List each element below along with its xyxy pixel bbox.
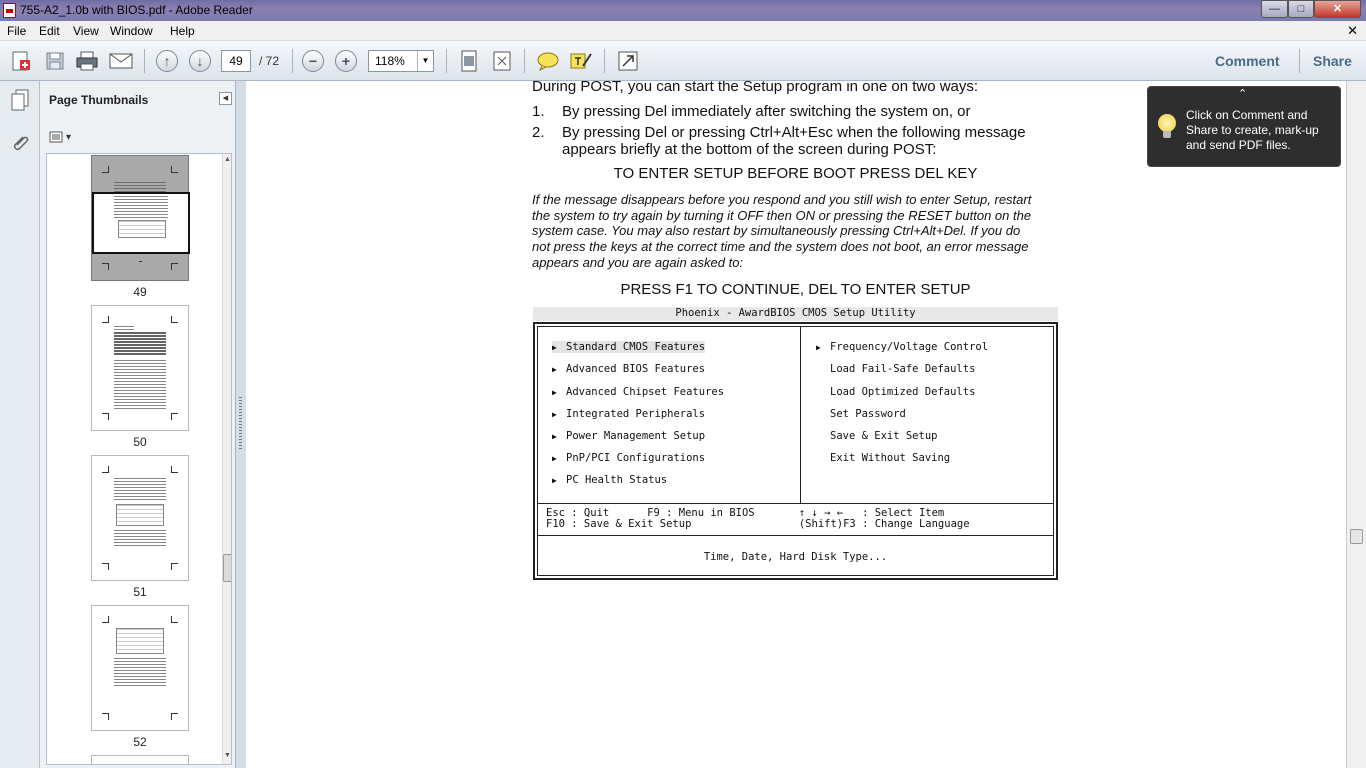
bios-item-pnp-pci: ▶ PnP/PCI Configurations <box>552 452 706 464</box>
zoom-select[interactable] <box>368 50 434 72</box>
bios-setup-image <box>533 307 1058 580</box>
toolbar-separator <box>604 49 605 73</box>
thumbnail-page-partial[interactable] <box>91 755 189 765</box>
bios-item-set-password: Set Password <box>830 408 906 420</box>
italic-line-1: If the message disappears before you respond and you still wish to enter Setup, restart <box>532 192 1032 207</box>
bios-frame <box>533 322 1058 580</box>
bios-item-save-exit: Save & Exit Setup <box>830 430 938 442</box>
list-text-2-cont: appears briefly at the bottom of the screen during POST: <box>562 141 937 158</box>
triangle-right-icon: ▶ <box>552 343 557 352</box>
thumbnail-label-49: 49 <box>133 285 147 299</box>
italic-line-3: system case. You may also restart by simultaneously pressing Ctrl+Alt+Del. If you do <box>532 223 1021 238</box>
minus-icon: − <box>302 50 324 72</box>
toolbar-separator <box>292 49 293 73</box>
collapse-panel-button[interactable]: ◀ <box>219 92 232 105</box>
create-pdf-icon[interactable] <box>8 48 34 74</box>
lightbulb-icon <box>1158 114 1176 132</box>
plus-icon: + <box>335 50 357 72</box>
setup-message: TO ENTER SETUP BEFORE BOOT PRESS DEL KEY <box>613 165 978 182</box>
page-thumbnails-icon[interactable] <box>10 89 30 111</box>
comment-button[interactable]: Comment <box>1215 53 1280 69</box>
bios-item-advanced-bios: ▶ Advanced BIOS Features <box>552 363 706 375</box>
page-total: / 72 <box>259 54 280 68</box>
adobe-reader-icon <box>3 3 16 18</box>
page-thumbnails-panel <box>40 81 236 768</box>
chevron-up-icon: ⌃ <box>1238 88 1248 100</box>
navigation-pane-strip <box>0 81 40 768</box>
print-icon[interactable] <box>74 48 100 74</box>
save-icon[interactable] <box>42 48 68 74</box>
menu-view[interactable]: View <box>73 24 99 38</box>
document-scrollbar[interactable] <box>1346 81 1366 768</box>
previous-page-button[interactable] <box>154 48 180 74</box>
next-page-button[interactable] <box>187 48 213 74</box>
toolbar-separator <box>524 49 525 73</box>
close-document-icon[interactable]: ✕ <box>1347 23 1358 38</box>
thumbnail-page-49[interactable] <box>91 155 189 281</box>
list-num-1: 1. <box>532 103 545 120</box>
bios-item-load-optimized: Load Optimized Defaults <box>830 386 976 398</box>
bios-keys-line-1: Esc : Quit F9 : Menu in BIOS ↑ ↓ → ← : Select Item <box>546 507 945 519</box>
panel-title: Page Thumbnails <box>49 93 149 107</box>
document-scroll-handle[interactable] <box>1350 529 1363 544</box>
italic-line-5: appears and you are again asked to: <box>532 255 744 270</box>
menu-edit[interactable]: Edit <box>39 24 60 38</box>
list-text-2: By pressing Del or pressing Ctrl+Alt+Esc when the following message <box>562 124 1026 141</box>
bios-item-load-failsafe: Load Fail-Safe Defaults <box>830 363 976 375</box>
scroll-down-icon[interactable]: ▼ <box>224 752 231 759</box>
thumbnail-scroll-handle[interactable] <box>223 554 232 582</box>
comment-share-callout[interactable] <box>1147 86 1341 167</box>
bios-help-footer: Time, Date, Hard Disk Type... <box>703 551 888 563</box>
italic-line-2: the system to try again by turning it OFF then ON or pressing the RESET button on the <box>532 208 1032 223</box>
thumbnail-options-button[interactable] <box>49 129 77 145</box>
thumbnail-list <box>46 153 232 765</box>
triangle-right-icon: ▶ <box>552 388 557 397</box>
menu-bar <box>0 21 1366 41</box>
bios-item-power-management: ▶ Power Management Setup <box>552 430 706 442</box>
bios-item-frequency-voltage: ▶ Frequency/Voltage Control <box>816 341 989 353</box>
panel-splitter[interactable] <box>236 81 246 768</box>
current-view-frame <box>92 192 190 254</box>
scroll-up-icon[interactable]: ▲ <box>224 156 231 163</box>
share-button[interactable]: Share <box>1313 53 1352 69</box>
scrolling-mode-icon[interactable] <box>456 48 482 74</box>
chevron-down-icon[interactable]: ▼ <box>417 51 433 71</box>
bios-title: Phoenix - AwardBIOS CMOS Setup Utility <box>533 307 1058 321</box>
menu-window[interactable]: Window <box>110 24 153 38</box>
zoom-out-button[interactable] <box>300 48 326 74</box>
triangle-right-icon: ▶ <box>552 410 557 419</box>
list-num-2: 2. <box>532 124 545 141</box>
fit-page-icon[interactable] <box>489 48 515 74</box>
triangle-right-icon: ▶ <box>552 454 557 463</box>
bios-item-pc-health: ▶ PC Health Status <box>552 474 668 486</box>
thumbnail-page-52[interactable] <box>91 605 189 731</box>
menu-help[interactable]: Help <box>170 24 195 38</box>
callout-text: Click on Comment and Share to create, mark-up and send PDF files. <box>1186 108 1319 152</box>
window-title: 755-A2_1.0b with BIOS.pdf - Adobe Reader <box>20 3 253 17</box>
italic-line-4: not press the keys at the correct time and the system does not boot, an error message <box>532 239 1029 254</box>
attachments-icon[interactable] <box>10 133 30 155</box>
sticky-note-icon[interactable] <box>535 48 561 74</box>
arrow-down-icon: ↓ <box>189 50 211 72</box>
thumbnail-page-50[interactable] <box>91 305 189 431</box>
chevron-down-icon: ▾ <box>66 131 72 143</box>
thumbnail-label-50: 50 <box>133 435 147 449</box>
bios-keys-line-2: F10 : Save & Exit Setup (Shift)F3 : Change Language <box>546 518 970 530</box>
bios-item-integrated-peripherals: ▶ Integrated Peripherals <box>552 408 706 420</box>
triangle-right-icon: ▶ <box>552 365 557 374</box>
thumbnail-page-51[interactable] <box>91 455 189 581</box>
bios-item-standard-cmos: ▶ Standard CMOS Features <box>552 341 706 353</box>
intro-text: During POST, you can start the Setup program in one on two ways: <box>532 81 979 95</box>
zoom-value: 118% <box>375 54 405 68</box>
maximize-button[interactable]: □ <box>1288 0 1314 18</box>
list-text-1: By pressing Del immediately after switching the system on, or <box>562 103 971 120</box>
close-button[interactable]: ✕ <box>1314 0 1361 18</box>
toolbar-separator <box>446 49 447 73</box>
bios-item-exit-without-saving: Exit Without Saving <box>830 452 951 464</box>
toolbar <box>0 41 1366 81</box>
continue-message: PRESS F1 TO CONTINUE, DEL TO ENTER SETUP <box>620 281 971 298</box>
page-number-input[interactable]: 49 <box>221 50 251 72</box>
menu-file[interactable]: File <box>7 24 27 38</box>
thumbnail-label-52: 52 <box>133 735 147 749</box>
triangle-right-icon: ▶ <box>552 476 557 485</box>
arrow-up-icon: ↑ <box>156 50 178 72</box>
email-icon[interactable] <box>108 48 134 74</box>
thumbnail-label-51: 51 <box>133 585 147 599</box>
zoom-in-button[interactable] <box>333 48 359 74</box>
thumbnail-scrollbar[interactable] <box>222 154 232 764</box>
toolbar-separator <box>1299 49 1300 73</box>
minimize-button[interactable]: — <box>1261 0 1288 18</box>
title-bar <box>0 0 1366 21</box>
triangle-right-icon: ▶ <box>816 343 821 352</box>
bios-item-advanced-chipset: ▶ Advanced Chipset Features <box>552 386 725 398</box>
highlight-text-icon[interactable] <box>568 48 594 74</box>
triangle-right-icon: ▶ <box>552 432 557 441</box>
options-icon <box>49 131 63 143</box>
document-view <box>246 81 1346 768</box>
toolbar-separator <box>144 49 145 73</box>
expand-icon[interactable] <box>615 48 641 74</box>
